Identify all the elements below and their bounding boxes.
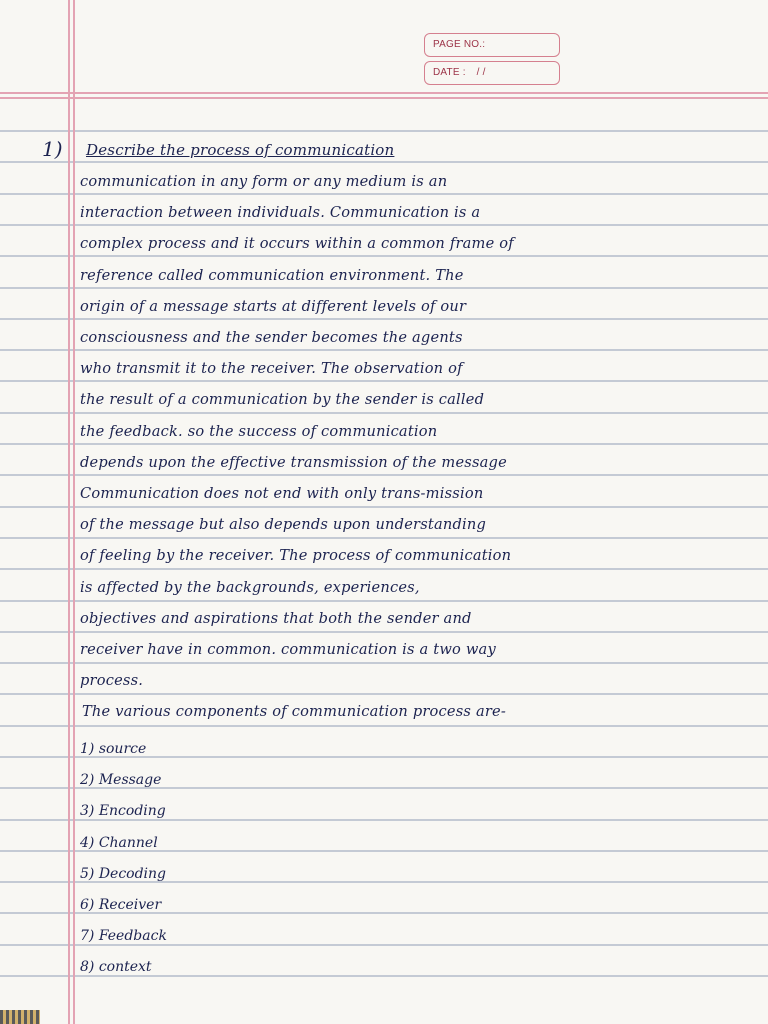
answer-line: objectives and aspirations that both the sender and: [80, 610, 472, 627]
answer-line: the feedback. so the success of communication: [80, 423, 438, 440]
component-item: 4) Channel: [80, 835, 158, 851]
question-number: 1): [42, 137, 63, 161]
answer-line: receiver have in common. communication is a two way: [80, 641, 496, 658]
answer-line: depends upon the effective transmission of the message: [80, 454, 507, 471]
answer-line: of the message but also depends upon understanding: [80, 516, 487, 533]
answer-line: who transmit it to the receiver. The observation of: [80, 360, 463, 377]
answer-line: consciousness and the sender becomes the agents: [80, 329, 463, 346]
answer-line: process.: [80, 672, 144, 689]
date-label: DATE :: [433, 67, 466, 78]
answer-line: Communication does not end with only trans-mission: [80, 485, 484, 502]
answer-line: origin of a message starts at different levels of our: [80, 298, 467, 315]
answer-line: interaction between individuals. Communication is a: [80, 204, 481, 221]
date-value: / /: [476, 67, 486, 78]
component-item: 2) Message: [80, 772, 162, 788]
answer-line: communication in any form or any medium is an: [80, 173, 448, 190]
answer-line: complex process and it occurs within a common frame of: [80, 235, 514, 252]
answer-line: the result of a communication by the sender is called: [80, 391, 485, 408]
page-no-label: PAGE NO.:: [433, 39, 486, 50]
answer-line: is affected by the backgrounds, experiences,: [80, 579, 420, 596]
question-title: Describe the process of communication: [86, 141, 395, 159]
answer-line: reference called communication environment. The: [80, 267, 464, 284]
component-item: 8) context: [80, 959, 152, 975]
component-item: 7) Feedback: [80, 928, 167, 944]
answer-line: The various components of communication process are-: [82, 703, 506, 720]
component-item: 3) Encoding: [80, 803, 166, 819]
answer-line: of feeling by the receiver. The process of communication: [80, 547, 512, 564]
component-item: 5) Decoding: [80, 866, 167, 882]
component-item: 1) source: [80, 741, 147, 757]
component-item: 6) Receiver: [80, 897, 162, 913]
spiral-binding: [0, 1010, 40, 1024]
